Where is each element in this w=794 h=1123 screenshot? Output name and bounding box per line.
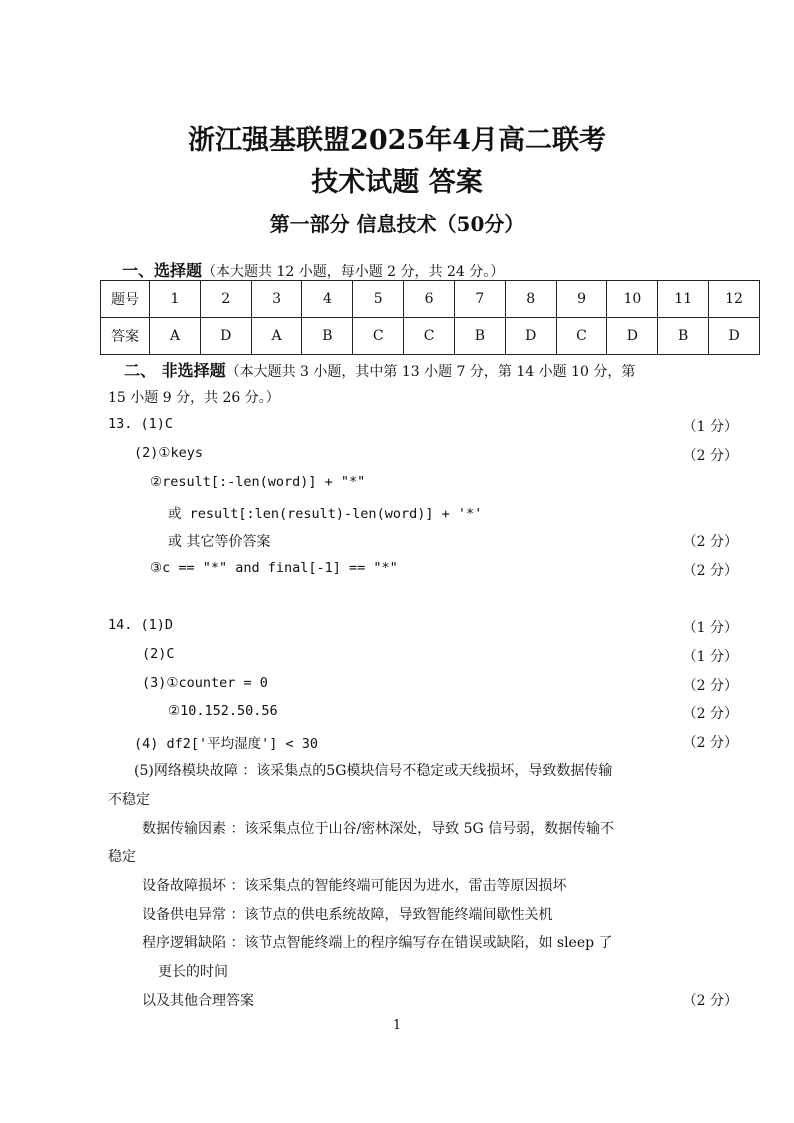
answer-cell: C xyxy=(404,318,455,355)
answer-cell: B xyxy=(454,318,505,355)
question-cell: 10 xyxy=(607,281,658,318)
q13-score2: （2 分） xyxy=(682,448,738,464)
section2-note-line2: 15 小题 9 分，共 26 分。） xyxy=(108,390,280,406)
q14-line6b: 不稳定 xyxy=(108,792,150,808)
answer-table xyxy=(100,280,760,355)
q14-line9: 设备供电异常 ：该节点的供电系统故障，导致智能终端间歇性关机 xyxy=(142,907,553,923)
section2-note-line1: （本大题共 3 小题，其中第 13 小题 7 分，第 14 小题 10 分，第 xyxy=(225,364,636,380)
q14-line3: (3)①counter = 0 xyxy=(142,675,268,691)
q14-line5: (4) df2['平均湿度'] < 30 xyxy=(134,736,319,752)
q14-line4: ②10.152.50.56 xyxy=(168,703,278,719)
q13-line1: 13. (1)C xyxy=(108,416,174,432)
q14-line7a: 数据传输因素 ：该采集点位于山谷/密林深处，导致 5G 信号弱，数据传输不 xyxy=(142,821,615,837)
answer-cell: C xyxy=(353,318,404,355)
answer-cell: D xyxy=(200,318,251,355)
section1-title: 一、选择题 xyxy=(122,261,203,280)
question-cell: 12 xyxy=(709,281,760,318)
answer-cell: D xyxy=(709,318,760,355)
question-cell: 2 xyxy=(200,281,251,318)
question-cell: 3 xyxy=(251,281,302,318)
document-subtitle: 技术试题 答案 xyxy=(311,167,483,198)
q13-line3: ②result[:-len(word)] + "*" xyxy=(150,474,366,490)
answer-cell: D xyxy=(607,318,658,355)
question-cell: 6 xyxy=(404,281,455,318)
answer-cell: A xyxy=(251,318,302,355)
answer-cell: A xyxy=(150,318,201,355)
question-cell: 11 xyxy=(658,281,709,318)
question-cell: 5 xyxy=(353,281,404,318)
q14-score11: （2 分） xyxy=(682,993,738,1009)
part-heading: 第一部分 信息技术（50分） xyxy=(269,212,525,236)
answer-row xyxy=(101,318,760,355)
q14-line10a: 程序逻辑缺陷 ：该节点智能终端上的程序编写存在错误或缺陷，如 sleep 了 xyxy=(142,935,613,951)
q13-line2: (2)①keys xyxy=(134,445,203,461)
question-row xyxy=(101,281,760,318)
q13-score1: （1 分） xyxy=(682,419,738,435)
q14-score5: （2 分） xyxy=(682,735,738,751)
section1-note: （本大题共 12 小题，每小题 2 分，共 24 分。） xyxy=(202,264,505,280)
q14-score4: （2 分） xyxy=(682,706,738,722)
answer-cell: B xyxy=(302,318,353,355)
answer-cell: B xyxy=(658,318,709,355)
question-row-header: 题号 xyxy=(101,281,150,318)
q14-line1: 14. (1)D xyxy=(108,617,174,633)
section2-title: 二、 非选择题 xyxy=(124,361,226,380)
q14-line11: 以及其他合理答案 xyxy=(142,993,254,1009)
q14-score1: （1 分） xyxy=(682,620,738,636)
answer-cell: C xyxy=(556,318,607,355)
q13-line6: ③c == "*" and final[-1] == "*" xyxy=(150,560,398,576)
question-cell: 9 xyxy=(556,281,607,318)
answer-row-header: 答案 xyxy=(101,318,150,355)
q14-line8: 设备故障损坏 ：该采集点的智能终端可能因为进水，雷击等原因损坏 xyxy=(142,878,567,894)
question-cell: 1 xyxy=(150,281,201,318)
answer-cell: D xyxy=(505,318,556,355)
section1-heading xyxy=(122,258,504,281)
q13-line5: 或 其它等价答案 xyxy=(168,534,271,550)
section2-heading xyxy=(124,358,635,381)
q14-line6a: (5)网络模块故障 ：该采集点的5G模块信号不稳定或天线损坏，导致数据传输 xyxy=(134,763,613,779)
question-cell: 4 xyxy=(302,281,353,318)
document-title: 浙江强基联盟2025年4月高二联考 xyxy=(188,125,606,156)
q14-score2: （1 分） xyxy=(682,649,738,665)
question-cell: 8 xyxy=(505,281,556,318)
page-number: 1 xyxy=(392,1018,402,1033)
question-cell: 7 xyxy=(454,281,505,318)
q14-line2: (2)C xyxy=(142,646,175,662)
q13-score5: （2 分） xyxy=(682,534,738,550)
q13-score6: （2 分） xyxy=(682,563,738,579)
q14-line10b: 更长的时间 xyxy=(158,964,228,980)
q13-line4: 或 result[:len(result)-len(word)] + '*' xyxy=(168,506,483,522)
q14-line7b: 稳定 xyxy=(108,849,136,865)
q14-score3: （2 分） xyxy=(682,678,738,694)
